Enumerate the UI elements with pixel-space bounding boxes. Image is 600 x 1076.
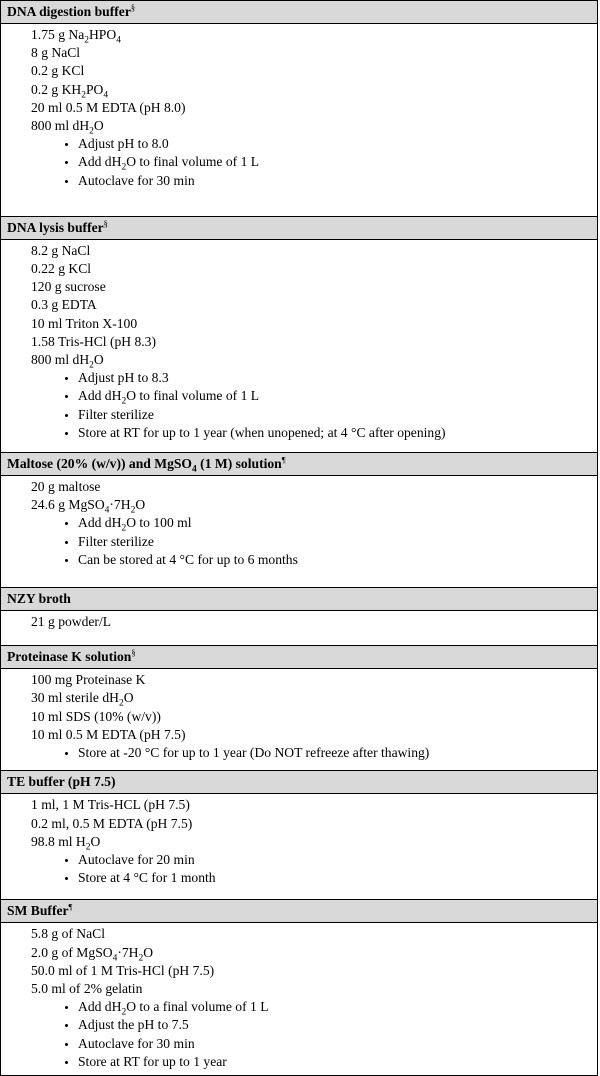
- recipe-body: [1, 611, 597, 645]
- recipe-section: [0, 0, 598, 216]
- instruction-item: • Store at -20 °C for up to 1 year (Do NOT refreeze after thawing): [78, 744, 597, 762]
- ingredient-line: 800 ml $dH_2O$: [31, 352, 104, 371]
- recipe-title: Maltose (20% (w/v)) and MgSO$_4$ (1 M) solution¶: [1, 453, 597, 476]
- recipe-section: [0, 770, 598, 899]
- ingredient-line: 800 ml $dH_2O$: [31, 118, 104, 137]
- recipe-title: DNA lysis buffer§: [1, 217, 597, 240]
- ingredient-line: 1.58 Tris-HCl (pH 8.3): [31, 333, 157, 349]
- instruction-item: • Store at RT for up to 1 year: [78, 1053, 597, 1071]
- recipe-body: [1, 794, 597, 899]
- instruction-item: • Store at RT for up to 1 year (when unopened; at 4 °C after opening): [78, 424, 597, 442]
- instruction-item: • Add $dH_2O$ to 100 ml: [78, 514, 597, 532]
- instruction-item: • Adjust pH to 8.3: [78, 369, 597, 387]
- instruction-list: [31, 998, 597, 1071]
- ingredient-line: 5.0 ml of 2% gelatin: [31, 980, 143, 996]
- ingredient-line: 2.0 g of $MgSO_4\cdot 7H_2O$: [31, 944, 154, 964]
- instruction-item: • Add $dH_2O$ to final volume of 1 L: [78, 153, 597, 171]
- instruction-list: [31, 135, 597, 190]
- instruction-list: [31, 744, 597, 762]
- recipe-title: NZY broth: [1, 588, 597, 611]
- ingredient-line: 0.2 ml, 0.5 M EDTA (pH 7.5): [31, 815, 193, 831]
- ingredient-line: 21 g powder/L: [31, 614, 112, 630]
- instruction-item: • Filter sterilize: [78, 533, 597, 551]
- recipe-section: [0, 645, 598, 770]
- instruction-item: • Adjust the pH to 7.5: [78, 1016, 597, 1034]
- recipe-title: TE buffer (pH 7.5): [1, 771, 597, 794]
- recipe-section: [0, 587, 598, 645]
- instruction-item: • Add $dH_2O$ to final volume of 1 L: [78, 387, 597, 405]
- ingredient-line: 10 ml Triton X-100: [31, 315, 138, 331]
- recipe-title: SM Buffer¶: [1, 900, 597, 923]
- instruction-item: • Autoclave for 30 min: [78, 172, 597, 190]
- instruction-item: • Filter sterilize: [78, 406, 597, 424]
- instruction-list: [31, 369, 597, 442]
- instruction-item: • Add $dH_2O$ to a final volume of 1 L: [78, 998, 597, 1016]
- ingredient-line: 10 ml SDS (10% (w/v)): [31, 708, 161, 724]
- ingredient-line: 1 ml, 1 M Tris-HCL (pH 7.5): [31, 797, 190, 813]
- recipe-body: [1, 669, 597, 770]
- recipe-body: [1, 240, 597, 452]
- recipe-title: DNA digestion buffer§: [1, 1, 597, 24]
- recipe-section: [0, 452, 598, 587]
- ingredient-line: 98.8 ml $H_2O$: [31, 833, 101, 853]
- ingredient-line: 5.8 g of NaCl: [31, 926, 106, 942]
- instruction-list: [31, 851, 597, 887]
- ingredient-line: 50.0 ml of 1 M Tris-HCl (pH 7.5): [31, 962, 215, 978]
- ingredient-line: 100 mg Proteinase K: [31, 672, 146, 688]
- ingredient-line: 0.22 g KCl: [31, 261, 92, 277]
- instruction-item: • Adjust pH to 8.0: [78, 135, 597, 153]
- instruction-item: • Autoclave for 30 min: [78, 1035, 597, 1053]
- ingredient-line: 30 ml sterile $dH_2O$: [31, 690, 134, 710]
- instruction-item: • Store at 4 °C for 1 month: [78, 869, 597, 887]
- ingredient-line: 20 g maltose: [31, 479, 101, 495]
- ingredient-line: 20 ml 0.5 M EDTA (pH 8.0): [31, 99, 186, 115]
- ingredient-line: 0.3 g EDTA: [31, 297, 97, 313]
- instruction-item: • Autoclave for 20 min: [78, 851, 597, 869]
- ingredient-line: 24.6 g $MgSO_4\cdot 7H_2O$: [31, 497, 146, 516]
- recipe-body: [1, 476, 597, 587]
- recipe-section: [0, 216, 598, 452]
- ingredient-line: 0.2 g KCl: [31, 63, 85, 79]
- instruction-item: • Can be stored at 4 °C for up to 6 months: [78, 551, 597, 569]
- ingredient-line: 1.75 g $Na_2HPO_4$: [31, 27, 121, 46]
- recipe-section: [0, 899, 598, 1076]
- recipe-body: [1, 923, 597, 1075]
- recipe-body: [1, 24, 597, 216]
- instruction-list: [31, 514, 597, 569]
- recipe-title: Proteinase K solution§: [1, 646, 597, 669]
- ingredient-line: 0.2 g $KH_2PO_4$: [31, 81, 109, 101]
- ingredient-line: 8.2 g NaCl: [31, 242, 91, 258]
- ingredient-line: 10 ml 0.5 M EDTA (pH 7.5): [31, 726, 186, 742]
- ingredient-line: 120 g sucrose: [31, 279, 106, 295]
- ingredient-line: 8 g NaCl: [31, 45, 81, 61]
